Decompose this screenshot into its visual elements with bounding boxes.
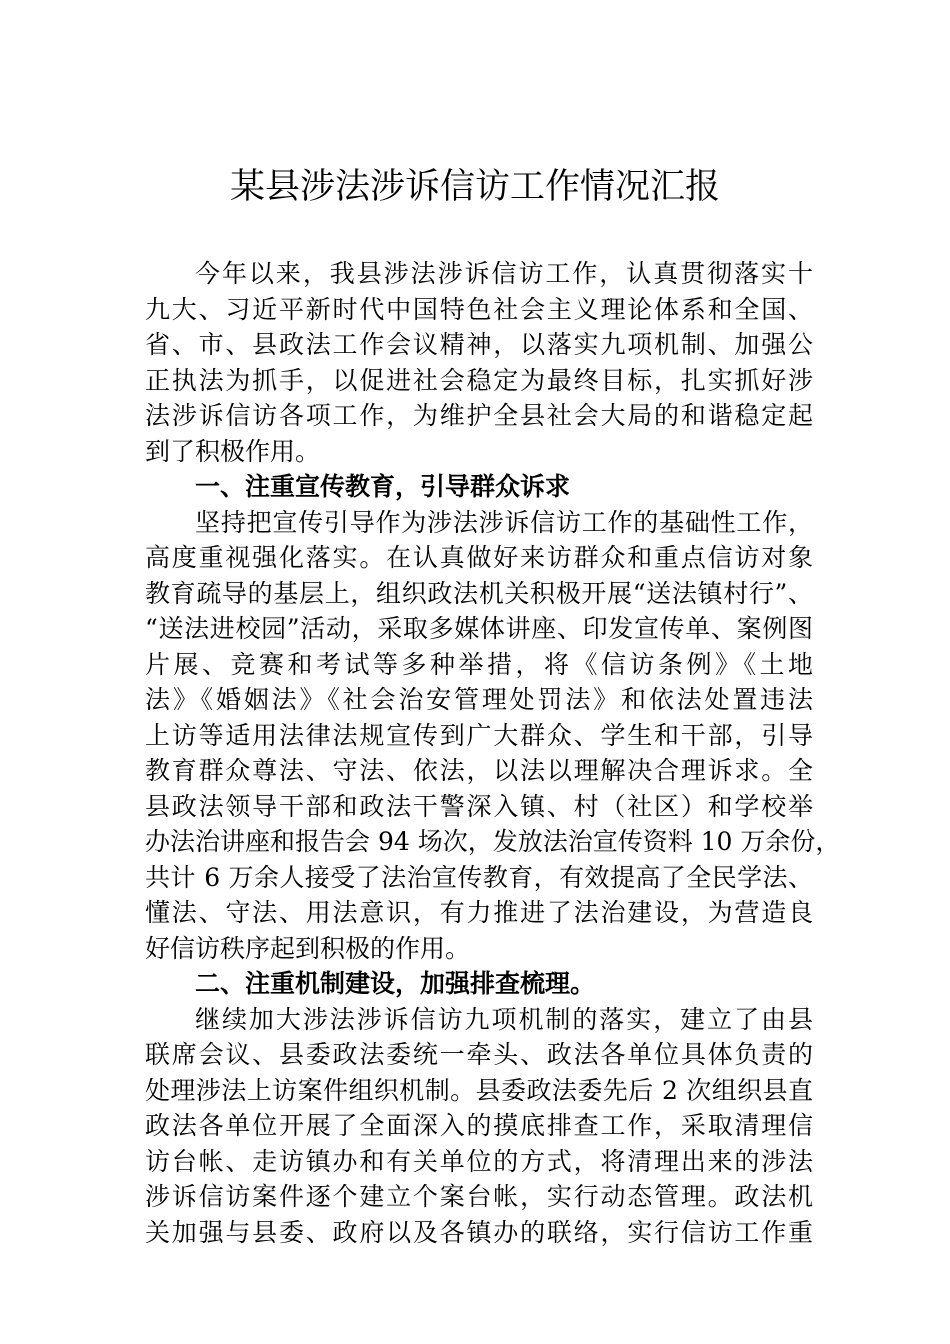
paragraph-line: 教育群众尊法、守法、依法，以法以理解决合理诉求。全: [145, 756, 813, 785]
paragraph-line: 关加强与县委、政府以及各镇办的联络，实行信访工作重: [145, 1217, 813, 1247]
paragraph-line: 法涉诉信访各项工作，为维护全县社会大局的和谐稳定起: [145, 401, 813, 430]
paragraph-line: 上访等适用法律法规宣传到广大群众、学生和干部，引导: [145, 720, 813, 750]
paragraph-line: 涉诉信访案件逐个建立个案台帐，实行动态管理。政法机: [145, 1182, 813, 1211]
paragraph-line: 片展、竞赛和考试等多种举措，将《信访条例》《土地: [145, 649, 813, 679]
paragraph-line: 办法治讲座和报告会 94 场次，发放法治宣传资料 10 万余份，: [145, 827, 841, 856]
paragraph-line: 教育疏导的基层上，组织政法机关积极开展“送法镇村行”、: [145, 578, 813, 608]
paragraph-line: 今年以来，我县涉法涉诉信访工作，认真贯彻落实十: [195, 259, 813, 288]
section-heading: 二、注重机制建设，加强排查梳理。: [195, 969, 596, 998]
paragraph-line: 访台帐、走访镇办和有关单位的方式，将清理出来的涉法: [145, 1146, 813, 1176]
document-body: [145, 256, 841, 1250]
paragraph-line: “送法进校园”活动，采取多媒体讲座、印发宣传单、案例图: [145, 614, 813, 643]
paragraph-line: 到了积极作用。: [145, 436, 321, 466]
paragraph-line: 处理涉法上访案件组织机制。县委政法委先后 2 次组织县直: [145, 1075, 813, 1105]
paragraph-line: 政法各单位开展了全面深入的摸底排查工作，采取清理信: [145, 1111, 813, 1140]
paragraph-line: 共计 6 万余人接受了法治宣传教育，有效提高了全民学法、: [145, 862, 813, 892]
paragraph-line: 懂法、守法、用法意识，有力推进了法治建设，为营造良: [145, 898, 813, 927]
paragraph-line: 县政法领导干部和政法干警深入镇、村（社区）和学校举: [145, 791, 813, 821]
paragraph-line: 继续加大涉法涉诉信访九项机制的落实，建立了由县: [195, 1004, 813, 1034]
paragraph-line: 正执法为抓手，以促进社会稳定为最终目标，扎实抓好涉: [145, 365, 813, 395]
document-title: 某县涉法涉诉信访工作情况汇报: [229, 167, 720, 207]
paragraph-line: 联席会议、县委政法委统一牵头、政法各单位具体负责的: [145, 1040, 813, 1069]
section-heading: 一、注重宣传教育，引导群众诉求: [195, 472, 571, 501]
paragraph-line: 高度重视强化落实。在认真做好来访群众和重点信访对象: [145, 543, 813, 572]
paragraph-line: 省、市、县政法工作会议精神，以落实九项机制、加强公: [145, 330, 813, 359]
paragraph-line: 好信访秩序起到积极的作用。: [145, 933, 471, 963]
paragraph-line: 坚持把宣传引导作为涉法涉诉信访工作的基础性工作，: [195, 507, 813, 537]
paragraph-line: 九大、习近平新时代中国特色社会主义理论体系和全国、: [145, 294, 813, 324]
paragraph-line: 法》《婚姻法》《社会治安管理处罚法》和依法处置违法: [145, 685, 813, 714]
